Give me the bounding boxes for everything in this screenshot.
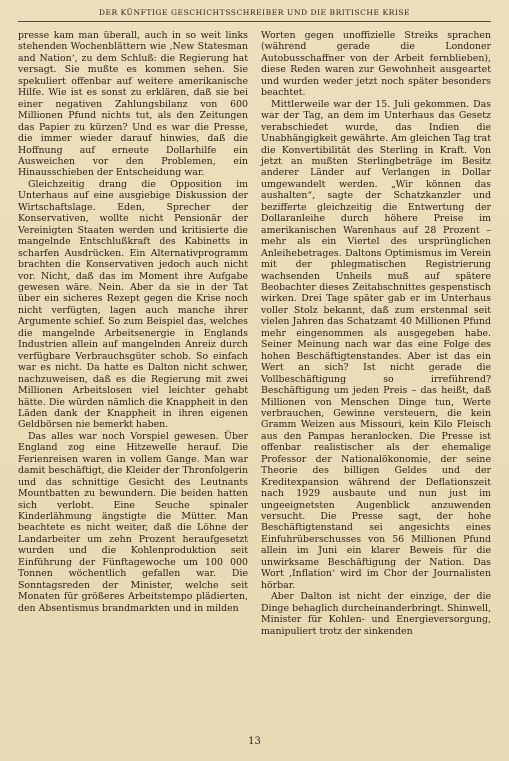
right-column: [261, 30, 491, 637]
paragraph: presse kam man überall, auch in so weit links stehenden Wochenblättern wie ‚New Statesman and Nation‘, zu dem Schluß: die Regierung hat versagt. Sie mußte es kommen sehen. Sie spekuliert offenbar auf weitere amerikanische Hilfe. Wie ist es sonst zu erklären, daß sie bei einer negativen Zahlungsbilanz von 600 Millionen Pfund nichts tut, als den Zeitungen das Papier zu kürzen? Und es war die Presse, die immer wieder darauf hinwies, daß die Hoffnung auf erneute Dollarhilfe ein Ausweichen vor den Problemen, ein Hinausschieben der Entscheidung war.: [18, 30, 248, 179]
left-column: [18, 30, 248, 637]
paragraph: Gleichzeitig drang die Opposition im Unterhaus auf eine ausgiebige Diskussion der Wirtschaftslage. Eden, Sprecher der Konservativen, wollte nicht Pensionär der Vereinigten Staaten werden und kritisierte die mangelnde Entschlußkraft des Kabinetts in scharfen Ausdrücken. Ein Alternativprogramm brachten die Konservativen jedoch auch nicht vor. Nicht, daß das im Moment ihre Aufgabe gewesen wäre. Nein. Aber da sie in der Tat über ein sicheres Rezept gegen die Krise noch nicht verfügten, lagen auch manche ihrer Argumente schief. So zum Beispiel das, welches die mangelnde Arbeitsenergie in Englands Industrien allein auf mangelnden Anreiz durch verfügbare Verbrauchsgüter schob. So einfach war es nicht. Da hatte es Dalton nicht schwer, nachzuweisen, daß es die Regierung mit zwei Millionen Arbeitslosen viel leichter gehabt hätte. Die würden nämlich die Knappheit in den Läden dank der Knappheit in ihren eigenen Geldbörsen nie bemerkt haben.: [18, 178, 248, 431]
paragraph: Worten gegen unoffizielle Streiks sprachen (während gerade die Londoner Autobusschaffner von der Arbeit fernblieben), diese Reden waren zur Gewohnheit ausgeartet und wurden weder jetzt noch später besonders beachtet.: [261, 30, 491, 99]
paragraph: Aber Dalton ist nicht der einzige, der die Dinge behaglich durcheinanderbringt. Shinwell, Minister für Kohlen- und Energieversorgung, manipuliert trotz der sinkenden: [261, 591, 491, 637]
page-number: 13: [248, 736, 261, 747]
running-header: DER KÜNFTIGE GESCHICHTSSCHREIBER UND DIE BRITISCHE KRISE: [18, 8, 491, 22]
paragraph: Mittlerweile war der 15. Juli gekommen. Das war der Tag, an dem im Unterhaus das Gesetz verabschiedet wurde, das Indien die Unabhängigkeit gewährte. Am gleichen Tag trat die Konvertibilität des Sterling in Kraft. Von jetzt an mußten Sterlingbeträge im Besitz anderer Länder auf Verlangen in Dollar umgewandelt werden. „Wir können das aushalten“, sagte der Schatzkanzler und bezifferte gleichzeitig die Entwertung der Dollaranleihe durch höhere Preise im amerikanischen Warenhaus auf 28 Prozent – mehr als ein Viertel des ursprünglichen Anleihebetrages. Daltons Optimismus im Verein mit der phlegmatischen Registrierung wachsenden Unheils muß auf spätere Beobachter dieses Zeitabschnittes gespenstisch wirken. Drei Tage später gab er im Unterhaus voller Stolz bekannt, daß zum erstenmal seit vielen Jahren das Schatzamt 40 Millionen Pfund mehr eingenommen als ausgegeben habe. Seiner Meinung nach war das eine Folge des hohen Beschäftigtenstandes. Aber ist das ein Wert an sich? Ist nicht gerade die Vollbeschäftigung so irreführend? Beschäftigung um jeden Preis – das heißt, daß Millionen von Menschen Dinge tun, Werte verbrauchen, Gewinne versteuern, die kein Gramm Weizen aus Missouri, kein Kilo Fleisch aus den Pampas heranlocken. Die Presse ist offenbar realistischer als der ehemalige Professor der Nationalökonomie, der seine Theorie des billigen Geldes und der Kreditexpansion während der Deflationszeit nach 1929 ausbaute und nun just im ungeeignetsten Augenblick anzuwenden versucht. Die Presse sagt, der hohe Beschäftigtenstand sei angesichts eines Einfuhrüberschusses von 56 Millionen Pfund allein im Juni ein klarer Beweis für die unwirksame Beschäftigung der Nation. Das Wort ‚Inflation‘ wird im Chor der Journalisten hörbar.: [261, 98, 491, 591]
paragraph: Das alles war noch Vorspiel gewesen. Über England zog eine Hitzewelle herauf. Die Ferienreisen waren in vollem Gange. Man war damit beschäftigt, die Kleider der Thronfolgerin und das schnittige Gesicht des Leutnants Mountbatten zu bewundern. Die beiden hatten sich verlobt. Eine Seuche spinaler Kinderlähmung ängstigte die Mütter. Man beachtete es nicht weiter, daß die Löhne der Landarbeiter um zehn Prozent heraufgesetzt wurden und die Kohlenproduktion seit Einführung der Fünftagewoche um 100 000 Tonnen wöchentlich gefallen war. Die Sonntagsreden der Minister, welche seit Monaten für größeres Arbeitstempo plädierten, den Absentismus brandmarkten und in milden: [18, 430, 248, 614]
text-columns: [18, 30, 491, 637]
